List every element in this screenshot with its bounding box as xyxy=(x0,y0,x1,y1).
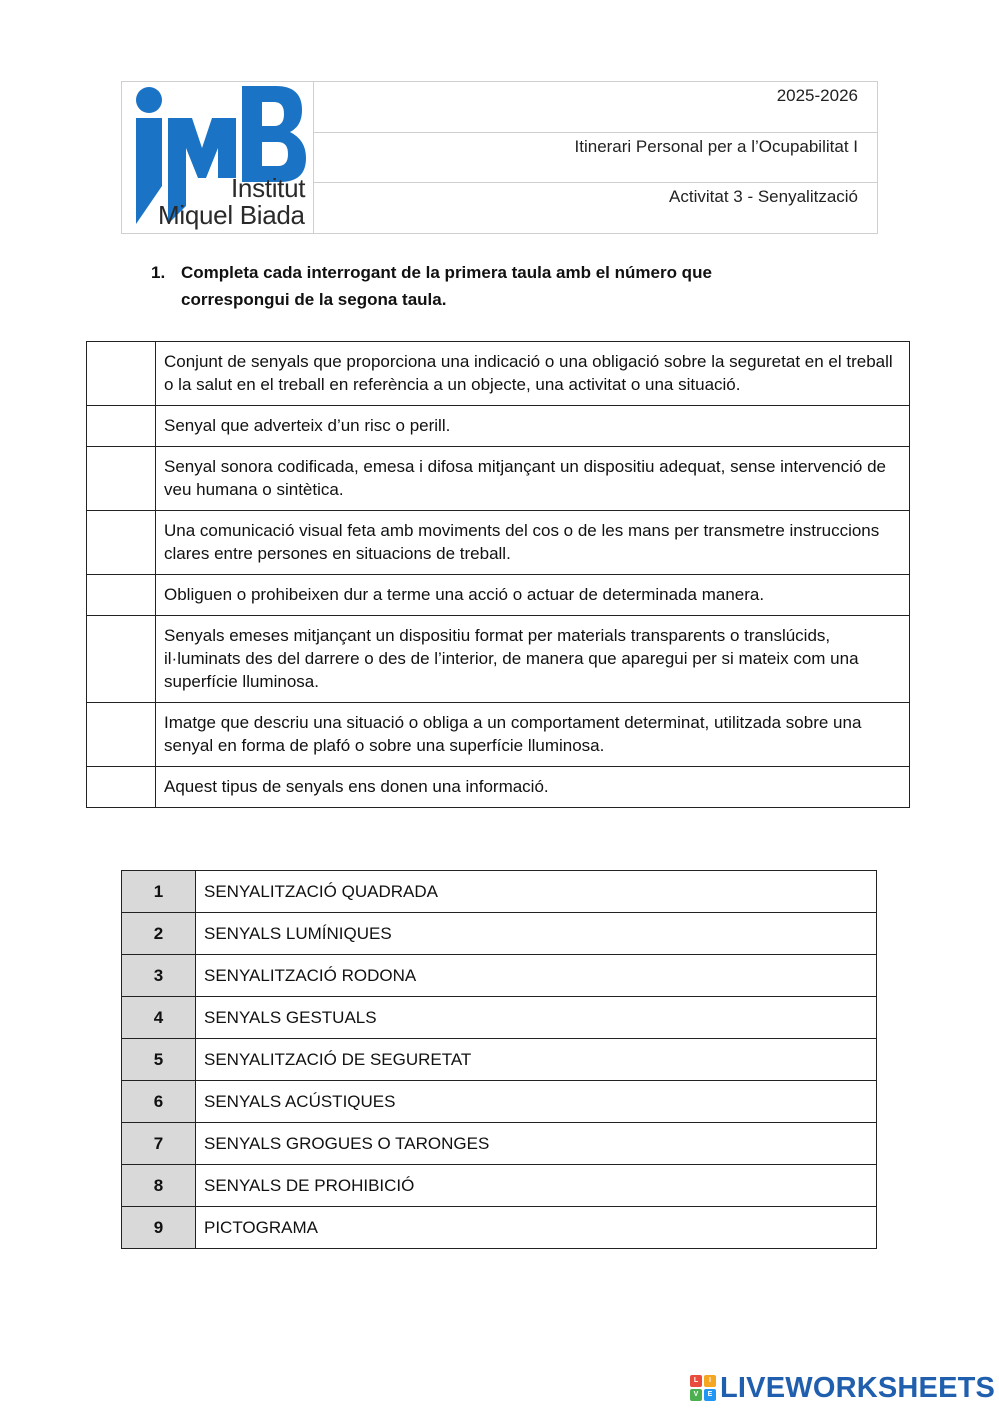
definition-row xyxy=(87,447,910,511)
lw-icon-letter: I xyxy=(704,1375,716,1387)
answer-cell[interactable] xyxy=(87,342,156,406)
definition-row xyxy=(87,703,910,767)
institution-logo xyxy=(122,82,314,233)
term-number: 1 xyxy=(122,871,196,913)
answer-cell[interactable] xyxy=(87,511,156,575)
term-row xyxy=(122,997,877,1039)
question-text: Completa cada interrogant de la primera taula amb el número que correspongui de la segona taula. xyxy=(181,263,712,309)
lw-icon-letter: E xyxy=(704,1389,716,1401)
term-number: 4 xyxy=(122,997,196,1039)
liveworksheets-icon xyxy=(690,1375,716,1401)
term-number: 6 xyxy=(122,1081,196,1123)
header-meta xyxy=(314,82,877,233)
answer-cell[interactable] xyxy=(87,406,156,447)
definition-text: Senyal que adverteix d’un risc o perill. xyxy=(156,406,910,447)
term-number: 9 xyxy=(122,1207,196,1249)
definition-row xyxy=(87,575,910,616)
term-number: 5 xyxy=(122,1039,196,1081)
term-row xyxy=(122,955,877,997)
question-number: 1. xyxy=(151,263,166,282)
liveworksheets-wordmark: LIVEWORKSHEETS xyxy=(720,1371,996,1404)
term-number: 3 xyxy=(122,955,196,997)
school-year: 2025-2026 xyxy=(314,82,877,133)
logo-text-line1: Institut xyxy=(231,173,306,203)
term-row xyxy=(122,1165,877,1207)
term-number: 2 xyxy=(122,913,196,955)
definition-row xyxy=(87,406,910,447)
term-row xyxy=(122,913,877,955)
lw-icon-letter: L xyxy=(690,1375,702,1387)
term-label: SENYALS GROGUES O TARONGES xyxy=(196,1123,877,1165)
term-row xyxy=(122,1039,877,1081)
answer-cell[interactable] xyxy=(87,703,156,767)
definition-row xyxy=(87,616,910,703)
definition-text: Senyal sonora codificada, emesa i difosa mitjançant un dispositiu adequat, sense intervenció de veu humana o sintètica. xyxy=(156,447,910,511)
term-row xyxy=(122,1207,877,1249)
term-number: 7 xyxy=(122,1123,196,1165)
terms-table xyxy=(121,870,877,1249)
definition-text: Senyals emeses mitjançant un dispositiu format per materials transparents o translúcids, il·luminats des del darrere o des de l’interior, de manera que aparegui per si mateix com una superfície lluminosa. xyxy=(156,616,910,703)
term-row xyxy=(122,871,877,913)
definition-row xyxy=(87,342,910,406)
answer-cell[interactable] xyxy=(87,575,156,616)
term-label: SENYALITZACIÓ RODONA xyxy=(196,955,877,997)
definition-text: Conjunt de senyals que proporciona una indicació o una obligació sobre la seguretat en el treball o la salut en el treball en referència a un objecte, una activitat o una situació. xyxy=(156,342,910,406)
activity-title: Activitat 3 - Senyalització xyxy=(669,187,858,207)
definition-text: Obliguen o prohibeixen dur a terme una acció o actuar de determinada manera. xyxy=(156,575,910,616)
answer-cell[interactable] xyxy=(87,447,156,511)
lw-icon-letter: V xyxy=(690,1389,702,1401)
answer-cell[interactable] xyxy=(87,767,156,808)
term-label: SENYALS LUMÍNIQUES xyxy=(196,913,877,955)
term-label: SENYALITZACIÓ QUADRADA xyxy=(196,871,877,913)
definition-row xyxy=(87,511,910,575)
header-table xyxy=(121,81,878,234)
liveworksheets-brand xyxy=(690,1372,995,1404)
definition-row xyxy=(87,767,910,808)
answer-cell[interactable] xyxy=(87,616,156,703)
course-name: Itinerari Personal per a l’Ocupabilitat I xyxy=(314,133,877,184)
term-label: SENYALS GESTUALS xyxy=(196,997,877,1039)
logo-text-line2: Miquel Biada xyxy=(158,200,305,230)
definition-text: Imatge que descriu una situació o obliga a un comportament determinat, utilitzada sobre una senyal en forma de plafó o sobre una superfície lluminosa. xyxy=(156,703,910,767)
term-row xyxy=(122,1081,877,1123)
term-label: SENYALS DE PROHIBICIÓ xyxy=(196,1165,877,1207)
definition-text: Aquest tipus de senyals ens donen una informació. xyxy=(156,767,910,808)
term-label: SENYALS ACÚSTIQUES xyxy=(196,1081,877,1123)
term-number: 8 xyxy=(122,1165,196,1207)
term-row xyxy=(122,1123,877,1165)
term-label: SENYALITZACIÓ DE SEGURETAT xyxy=(196,1039,877,1081)
definitions-table xyxy=(86,341,910,808)
definition-text: Una comunicació visual feta amb moviments del cos o de les mans per transmetre instruccions clares entre persones en situacions de treball. xyxy=(156,511,910,575)
term-label: PICTOGRAMA xyxy=(196,1207,877,1249)
